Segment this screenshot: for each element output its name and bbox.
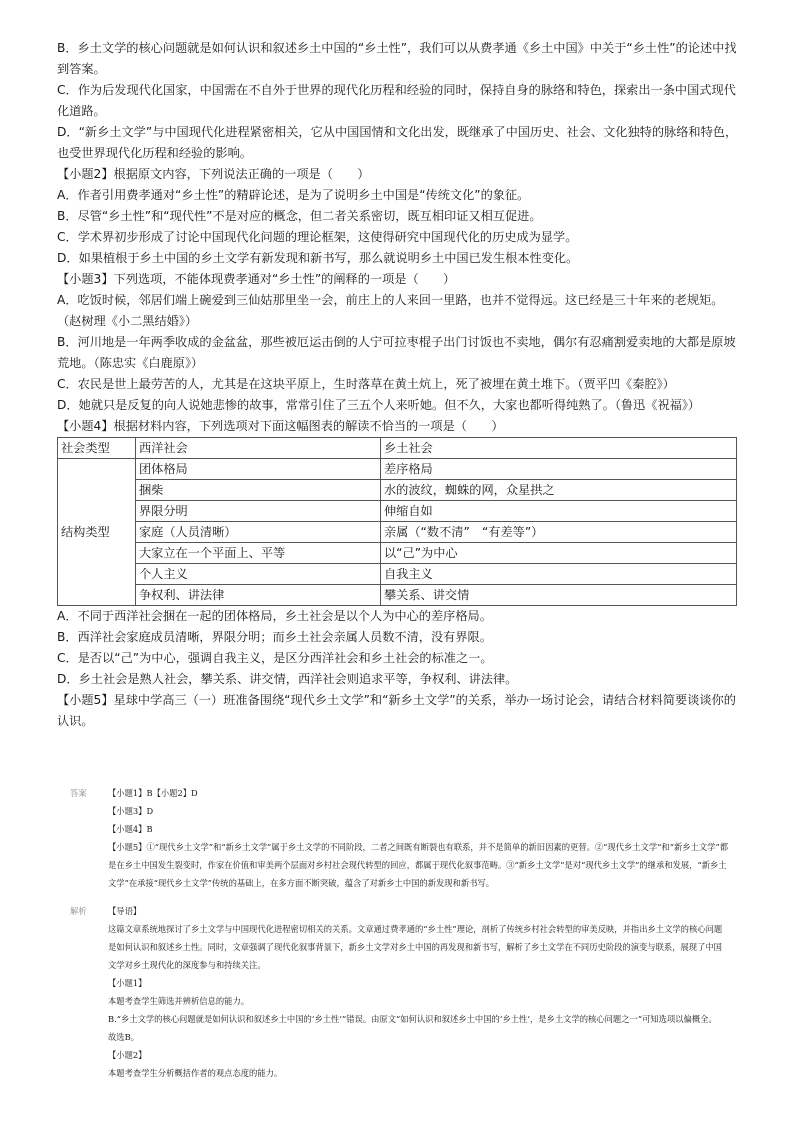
q3-option-c: C．农民是世上最劳苦的人，尤其是在这块平原上，生时落草在黄土炕上，死了被埋在黄土堆下。（贾平凹《秦腔》） [57,377,675,391]
analysis-line: 【小题2】 [108,1050,147,1060]
table-cell: 亲属（“数不清” “有差等”） [381,522,737,543]
analysis-line: 本题考查学生筛选并辨析信息的能力。 [108,996,250,1006]
q5-stem: 【小题5】星球中学高三（一）班准备围绕“现代乡土文学”和“新乡土文学”的关系，举办一场讨论会，请结合材料简要谈谈你的认识。 [57,693,736,728]
table-group-label: 结构类型 [58,459,136,606]
answer-line: 【小题4】B [108,824,153,834]
analysis-line: 本题考查学生分析概括作者的观点态度的能力。 [108,1068,283,1078]
table-row [58,543,737,564]
table-cell: 家庭（人员清晰） [136,522,381,543]
table-cell: 伸缩自如 [381,501,737,522]
q3-option-b: B．河川地是一年两季收成的金盆盆，那些被厄运击倒的人宁可拉枣棍子出门讨饭也不卖地，偶尔有忍痛割爱卖地的大都是原坡荒地。（陈忠实《白鹿原》） [57,335,736,370]
answer-line: 【小题5】①“现代乡土文学”和“新乡土文学”属于乡土文学的不同阶段，二者之间既有断裂也有联系，并不是简单的新旧因素的更替。②“现代乡土文学”和“新乡土文学”都是在乡土中国发生裂变时，作家在价值和审美两个层面对乡村社会现代转型的回应，都属于现代化叙事范畴。③“新乡土文学”是对“现代乡土文学”的继承和发展，“新乡土文学”在承接“现代乡土文学”传统的基础上，在多方面不断突破，蕴含了对新乡土中国的新发现和新书写。 [108,842,728,888]
table-cell: 以“己”为中心 [381,543,737,564]
table-cell: 自我主义 [381,564,737,585]
analysis-line: 【导语】 [108,906,142,916]
table-row [58,459,737,480]
analysis-line: 【小题1】 [108,978,147,988]
q2-option-b: B．尽管“乡土性”和“现代性”不是对应的概念，但二者关系密切，既互相印证又相互促进。 [57,209,542,223]
q2-option-c: C．学术界初步形成了讨论中国现代化问题的理论框架，这使得研究中国现代化的历史成为显学。 [57,230,578,244]
answer-block [70,784,730,892]
table-row [58,522,737,543]
answer-line: 【小题3】D [108,806,154,816]
q1-option-b: B．乡土文学的核心问题就是如何认识和叙述乡土中国的“乡土性”，我们可以从费孝通《乡土中国》中关于“乡土性”的论述中找到答案。 [57,41,737,76]
q4-option-a: A．不同于西洋社会捆在一起的团体格局，乡土社会是以个人为中心的差序格局。 [57,609,492,623]
table-cell: 界限分明 [136,501,381,522]
table-cell: 大家立在一个平面上、平等 [136,543,381,564]
table-cell: 个人主义 [136,564,381,585]
table-cell: 捆柴 [136,480,381,501]
q3-option-d: D．她就只是反复的向人说她悲惨的故事，常常引住了三五个人来听她。但不久，大家也都听得纯熟了。（鲁迅《祝福》） [57,398,701,412]
table-row [58,480,737,501]
table-cell: 团体格局 [136,459,381,480]
table-row [58,585,737,606]
table-cell: 攀关系、讲交情 [381,585,737,606]
analysis-label: 解析 [70,906,87,916]
table-cell: 差序格局 [381,459,737,480]
q3-stem: 【小题3】下列选项，不能体现费孝通对“乡土性”的阐释的一项是（ ） [57,272,456,286]
table-cell: 争权利、讲法律 [136,585,381,606]
answer-label: 答案 [70,788,87,798]
analysis-line: B.“乡土文学的核心问题就是如何认识和叙述乡土中国的‘乡土性’”错误。由原文“如何认识和叙述乡土中国的‘乡土性’，是乡土文学的核心问题之一”可知选项以偏概全。 [108,1014,717,1024]
table-header-cell: 社会类型 [58,438,136,459]
answer-line: 【小题1】B【小题2】D [108,788,198,798]
q4-option-b: B．西洋社会家庭成员清晰，界限分明；而乡土社会亲属人员数不清，没有界限。 [57,630,492,644]
question-body [57,38,739,732]
table-row [58,501,737,522]
answer-section [70,784,730,1082]
q4-stem: 【小题4】根据材料内容，下列选项对下面这幅图表的解读不恰当的一项是（ ） [57,419,504,433]
table-header-cell: 西洋社会 [136,438,381,459]
society-comparison-table [57,437,737,606]
q1-option-c: C．作为后发现代化国家，中国需在不自外于世界的现代化历程和经验的同时，保持自身的脉络和特色，探索出一条中国式现代化道路。 [57,83,736,118]
q3-option-a: A．吃饭时候，邻居们端上碗爱到三仙姑那里坐一会，前庄上的人来回一里路，也并不觉得远。这已经是三十年来的老规矩。（赵树理《小二黑结婚》） [57,293,724,328]
table-header-cell: 乡土社会 [381,438,737,459]
analysis-line: 这篇文章系统地探讨了乡土文学与中国现代化进程密切相关的关系。文章通过费孝通的“乡土性”理论，剖析了传统乡村社会转型的审美反映，并指出乡土文学的核心问题是如何认识和叙述乡土性。同时，文章强调了现代化叙事背景下，新乡土文学对乡土中国的再发现和新书写，解析了乡土文学在不同历史阶段的演变与联系，展现了中国文学对乡土现代化的深度参与和持续关注。 [108,924,723,970]
q4-option-c: C．是否以“己”为中心，强调自我主义，是区分西洋社会和乡土社会的标准之一。 [57,651,493,665]
q2-stem: 【小题2】根据原文内容，下列说法正确的一项是（ ） [57,167,370,181]
table-row [58,564,737,585]
q2-option-d: D．如果植根于乡土中国的乡土文学有新发现和新书写，那么就说明乡土中国已发生根本性变化。 [57,251,579,265]
q2-option-a: A．作者引用费孝通对“乡土性”的精辟论述，是为了说明乡土中国是“传统文化”的象征。 [57,188,530,202]
analysis-block [70,902,730,1082]
q1-option-d: D．“新乡土文学”与中国现代化进程紧密相关，它从中国国情和文化出发，既继承了中国历史、社会、文化独特的脉络和特色，也受世界现代化历程和经验的影响。 [57,125,738,160]
q4-option-d: D．乡土社会是熟人社会，攀关系、讲交情，西洋社会则追求平等，争权利、讲法律。 [57,672,518,686]
table-header-row [58,438,737,459]
analysis-line: 故选B。 [108,1032,139,1042]
table-cell: 水的波纹，蜘蛛的网，众星拱之 [381,480,737,501]
